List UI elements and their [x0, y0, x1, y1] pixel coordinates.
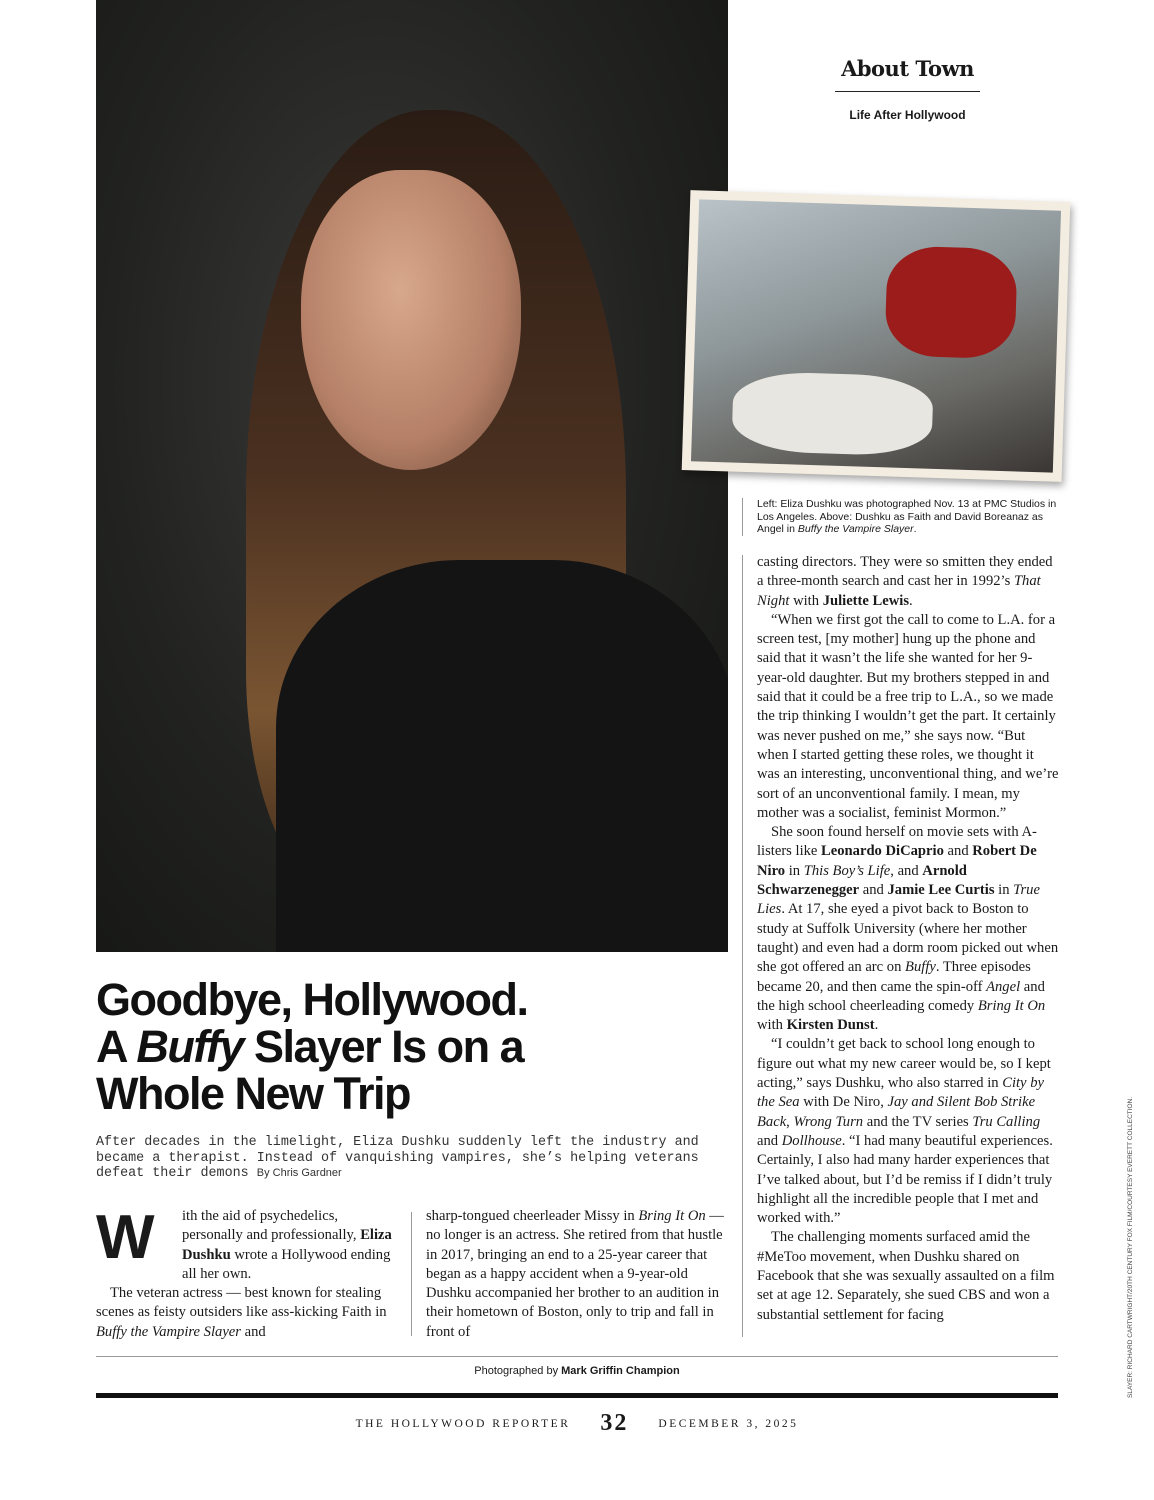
- page-footer: [96, 1410, 1058, 1437]
- text-run: sharp-tongued cheerleader Missy in: [426, 1208, 639, 1224]
- headline: [96, 976, 726, 1117]
- text-run: Arnold Schwarzenegger: [757, 862, 967, 899]
- text-run: Leonardo DiCaprio: [821, 843, 944, 860]
- text-run: Robert De Niro: [757, 843, 1037, 879]
- text-run: with: [789, 592, 823, 609]
- text-run: and: [859, 882, 888, 899]
- portrait-photo: [96, 0, 728, 952]
- byline: By Chris Gardner: [256, 1167, 342, 1179]
- column-divider: [411, 1212, 412, 1336]
- article-paragraph: [757, 1035, 1059, 1228]
- text-run: Jay and Silent Bob Strike Back: [757, 1094, 1036, 1130]
- text-run: . Three episodes became 20, and then came the spin-off: [757, 959, 1031, 995]
- text-run: Goodbye, Hollywood.: [96, 974, 528, 1025]
- text-run: and: [943, 843, 973, 860]
- text-run: and the high school cheerleading comedy: [757, 978, 1045, 1014]
- photo-caption: [742, 498, 1062, 536]
- text-run: The challenging moments surfaced amid the #MeToo movement, when Dushku shared on Facebook that she was sexually assaulted on a film set at age 12. Separately, she sued CBS and won a substantial settlement for facing: [757, 1229, 1055, 1323]
- page-number: 32: [600, 1410, 629, 1436]
- column-divider: [742, 555, 743, 1337]
- text-run: wrote a Hollywood ending all her own.: [182, 1246, 391, 1282]
- text-run: , and: [890, 862, 923, 879]
- inset-photo: [682, 190, 1071, 482]
- text-run: The veteran actress — best known for stealing scenes as feisty outsiders like ass-kicking Faith in: [96, 1285, 387, 1321]
- text-run: Angel: [986, 978, 1021, 995]
- text-run: in: [994, 882, 1014, 899]
- photographer-name: Mark Griffin Champion: [561, 1365, 680, 1377]
- deck: [96, 1135, 716, 1182]
- portrait-face: [301, 170, 521, 470]
- text-run: with De Niro,: [799, 1094, 888, 1111]
- text-run: That Night: [757, 573, 1041, 609]
- text-run: This Boy’s Life: [803, 862, 891, 879]
- text-run: A: [96, 1021, 126, 1072]
- text-run: .: [913, 523, 917, 535]
- text-run: Slayer Is on a Whole New Trip: [96, 1021, 524, 1119]
- text-run: ,: [786, 1113, 794, 1130]
- text-run: Juliette Lewis: [822, 592, 910, 609]
- article-paragraph: [757, 1228, 1059, 1324]
- text-run: True Lies: [757, 882, 1040, 918]
- text-run: Buffy the Vampire Slayer: [96, 1323, 241, 1340]
- text-run: She soon found herself on movie sets with A-listers like: [757, 824, 1037, 860]
- text-run: .: [909, 592, 913, 609]
- buffy-still: [691, 199, 1061, 472]
- text-run: Tru Calling: [972, 1113, 1041, 1130]
- text-run: . “I had many beautiful experiences. Certainly, I also had many harder experiences that I’ve talked about, but I’d be remiss if I didn’t truly highlight all the incredible people that I met and worked with.”: [757, 1132, 1053, 1227]
- text-run: in: [785, 862, 804, 879]
- text-run: Bring It On: [977, 997, 1046, 1014]
- section-subtitle: Life After Hollywood: [849, 108, 966, 122]
- publication-name: THE HOLLYWOOD REPORTER: [355, 1417, 571, 1430]
- issue-date: DECEMBER 3, 2025: [658, 1417, 799, 1430]
- photo-rights-credit: SLAYER: RICHARD CARTWRIGHT/20TH CENTURY FOX FILM/COURTESY EVERETT COLLECTION.: [1127, 1096, 1134, 1398]
- text-run: Buffy: [136, 1021, 244, 1072]
- portrait-body: [276, 560, 728, 952]
- article-column-1: [96, 1203, 396, 1342]
- text-run: casting directors. They were so smitten they ended a three-month search and cast her in 1992’s: [757, 554, 1053, 590]
- text-run: “I couldn’t get back to school long enough to figure out what my new career would be, so I kept acting,” says Dushku, who also starred in: [757, 1036, 1051, 1092]
- text-run: Buffy: [905, 959, 936, 976]
- article-paragraph: [757, 553, 1059, 611]
- article-column-2: [426, 1207, 724, 1342]
- text-run: Buffy the Vampire Slayer: [797, 523, 914, 535]
- article-column-3: [757, 553, 1059, 1325]
- text-run: . At 17, she eyed a pivot back to Boston to study at Suffolk University (where her mother taught) and even had a dorm room picked out when she got offered an arc on: [757, 901, 1059, 976]
- drop-cap: W: [96, 1203, 155, 1272]
- text-run: Wrong Turn: [793, 1113, 864, 1130]
- section-header: [835, 56, 980, 122]
- article-paragraph: [426, 1207, 724, 1342]
- text-run: Dollhouse: [781, 1132, 842, 1149]
- credit-prefix: Photographed by: [474, 1365, 562, 1377]
- text-run: “When we first got the call to come to L.A. for a screen test, [my mother] hung up the phone and said that it wasn’t the life she wanted for her 9-year-old daughter. But my brothers stepped in and said that it could be a free trip to L.A., so we made the trip thinking I wouldn’t get the part. It certainly was never pushed on me,” she says now. “But when I started getting these roles, we thought it was an interesting, unconventional thing, and we’re sort of an unconventional family. I mean, my mother was a socialist, feminist Mormon.”: [757, 611, 1059, 821]
- article-paragraph: [757, 823, 1059, 1035]
- text-run: Kirsten Dunst: [786, 1017, 875, 1034]
- text-run: — no longer is an actress. She retired from that hustle in 2017, bringing an end to a 25-year career that began as a happy accident when a 9-year-old Dushku accompanied her brother to an audition in their hometown of Boston, only to trip and fall in front of: [426, 1208, 724, 1340]
- text-run: and: [757, 1132, 782, 1149]
- text-run: ith the aid of psychedelics, personally and professionally,: [182, 1208, 361, 1244]
- photographer-credit: [96, 1356, 1058, 1377]
- deck-text: After decades in the limelight, Eliza Dushku suddenly left the industry and became a therapist. Instead of vanquishing vampires, she’s helping veterans defeat their demons: [96, 1135, 699, 1181]
- section-title: About Town: [835, 56, 980, 92]
- text-run: and the TV series: [863, 1113, 973, 1130]
- text-run: with: [757, 1017, 787, 1034]
- article-paragraph: [757, 611, 1059, 823]
- text-run: Jamie Lee Curtis: [887, 882, 995, 899]
- article-paragraph: [96, 1284, 396, 1342]
- text-run: Left: Eliza Dushku was photographed Nov. 13 at PMC Studios in Los Angeles. Above: Dushku as Faith and David Boreanaz as Angel in: [757, 498, 1057, 535]
- text-run: City by the Sea: [757, 1075, 1044, 1111]
- text-run: .: [874, 1017, 879, 1034]
- text-run: Bring It On: [638, 1208, 706, 1224]
- footer-rule: [96, 1393, 1058, 1398]
- text-run: Eliza Dushku: [182, 1227, 392, 1263]
- text-run: and: [240, 1323, 266, 1340]
